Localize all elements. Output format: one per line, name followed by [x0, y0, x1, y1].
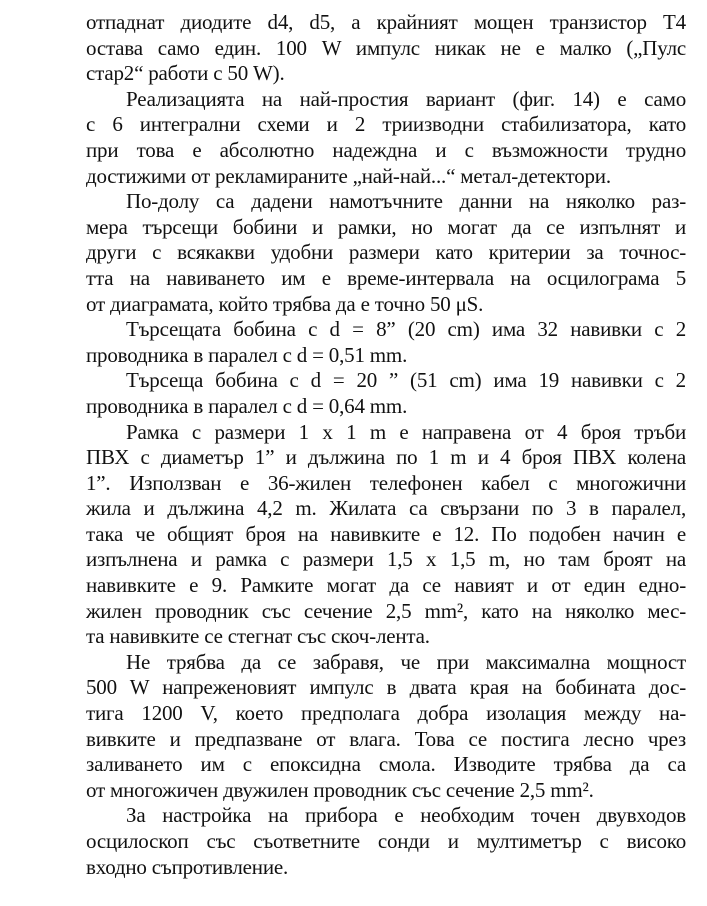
text-line: проводника в паралел с d = 0,51 mm.	[86, 342, 408, 367]
text-line: жилен проводник със сечение 2,5 mm², като на няколко мес-	[86, 598, 686, 623]
text-line: отпаднат диодите d4, d5, а крайният мощен транзистор T4	[86, 10, 686, 34]
text-line: та навивките се стегнат със скоч-лента.	[86, 624, 430, 649]
text-line: така че общият броя на навивките е 12. По подобен начин е	[86, 521, 686, 546]
text-line: жила и дължина 4,2 m. Жилата са свързани по 3 в паралел,	[86, 496, 686, 521]
text-line: стар2“ работи с 50 W).	[86, 61, 285, 86]
text-line: тига 1200 V, което предполага добра изолация между на-	[86, 701, 686, 726]
text-line: Търсеща бобина с d = 20 ” (51 cm) има 19 навивки с 2	[126, 368, 686, 393]
text-line: Не трябва да се забравя, че при максимална мощност	[126, 649, 686, 674]
text-line: осцилоскоп със съответните сонди и мултиметър с високо	[86, 829, 686, 853]
paragraph	[86, 650, 686, 804]
text-line: За настройка на прибора е необходим точен двувходов	[126, 803, 686, 828]
text-line: остава само един. 100 W импулс никак не е малко („Пулс	[86, 35, 686, 60]
paragraph	[86, 420, 686, 650]
paragraph	[86, 10, 686, 87]
paragraph	[86, 803, 686, 880]
text-line: други с всякакви удобни размери като критерии за точнос-	[86, 240, 686, 265]
text-line: 1”. Използван е 36-жилен телефонен кабел с многожични	[86, 470, 686, 495]
text-line: вивките и предпазване от влага. Това се постига лесно чрез	[86, 726, 686, 751]
paragraph	[86, 189, 686, 317]
text-line: входно съпротивление.	[86, 854, 289, 879]
paragraph	[86, 87, 686, 189]
document-page	[86, 10, 686, 880]
text-line: с 6 интегрални схеми и 2 триизводни стабилизатора, като	[86, 112, 686, 137]
text-line: от многожичен двужилен проводник със сечение 2,5 mm².	[86, 777, 594, 802]
text-line: навивките е 9. Рамките могат да се навият и от един едно-	[86, 573, 686, 598]
text-line: при това е абсолютно надеждна и с възможности трудно	[86, 137, 686, 162]
text-line: тта на навиването им е време-интервала на осцилограма 5	[86, 265, 686, 290]
text-line: 500 W напреженовият импулс в двата края на бобината дос-	[86, 675, 686, 700]
paragraph	[86, 368, 686, 419]
text-line: мера търсещи бобини и рамки, но могат да се изпълнят и	[86, 214, 686, 239]
text-line: Търсещата бобина с d = 8” (20 cm) има 32 навивки с 2	[126, 317, 686, 342]
text-line: Рамка с размери 1 x 1 m е направена от 4 броя тръби	[126, 419, 686, 444]
text-line: изпълнена и рамка с размери 1,5 x 1,5 m, но там броят на	[86, 547, 686, 572]
paragraph	[86, 317, 686, 368]
text-line: ПВХ с диаметър 1” и дължина по 1 m и 4 броя ПВХ колена	[86, 445, 686, 470]
text-line: от диаграмата, който трябва да е точно 50 μS.	[86, 291, 484, 316]
text-line: проводника в паралел с d = 0,64 mm.	[86, 393, 408, 418]
text-line: достижими от рекламираните „най-най...“ метал-детектори.	[86, 163, 611, 188]
text-line: Реализацията на най-простия вариант (фиг. 14) е само	[126, 86, 686, 111]
text-line: По-долу са дадени намотъчните данни на няколко раз-	[126, 189, 686, 214]
text-line: заливането им с епоксидна смола. Изводите трябва да са	[86, 752, 686, 777]
